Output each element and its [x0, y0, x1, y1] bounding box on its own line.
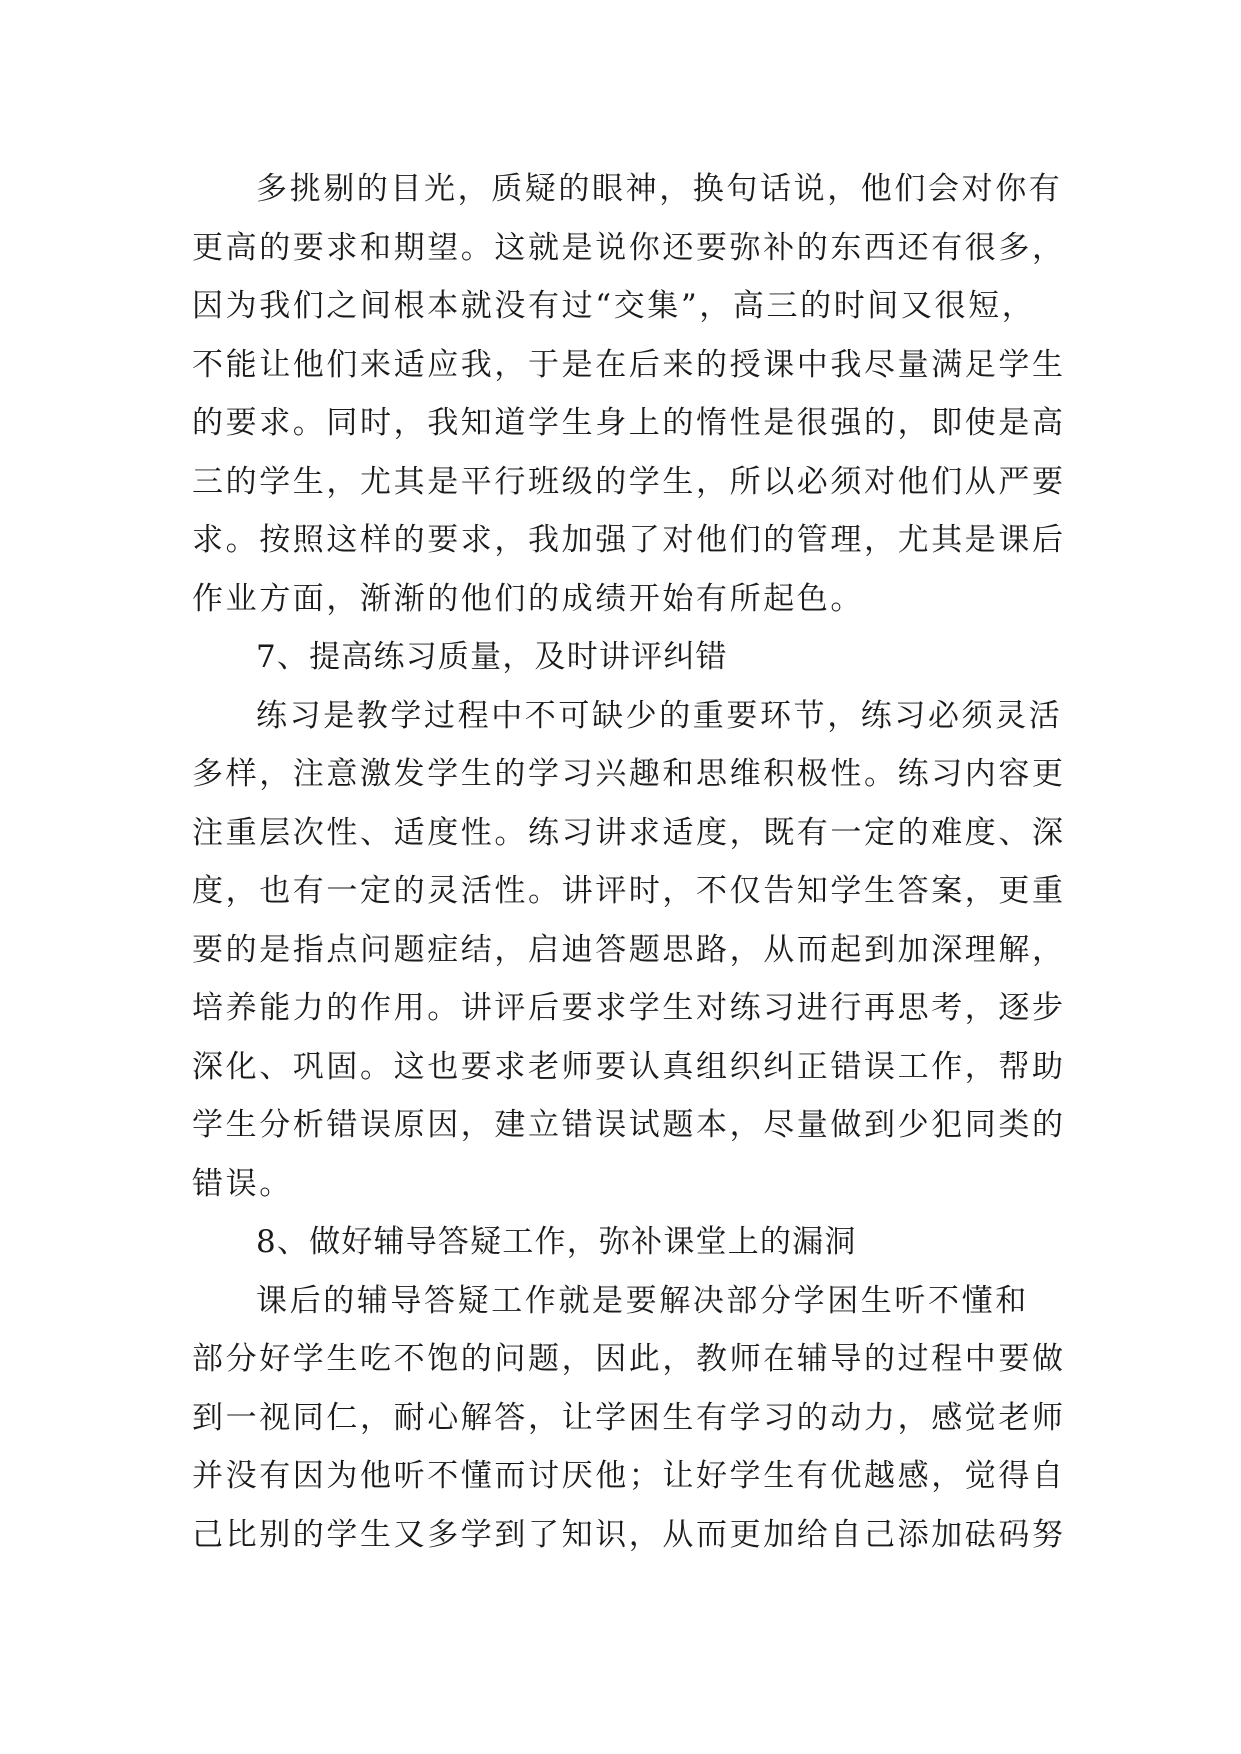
section-heading-8: 8、做好辅导答疑工作，弥补课堂上的漏洞	[256, 1224, 857, 1260]
text-line-10: 练习是教学过程中不可缺少的重要环节，练习必须灵活	[256, 697, 1063, 734]
body-text	[192, 160, 1072, 1564]
text-line-18: 错误。	[192, 1165, 293, 1202]
text-line-22: 到一视同仁，耐心解答，让学困生有学习的动力，感觉老师	[192, 1399, 1066, 1436]
text-line-15: 培养能力的作用。讲评后要求学生对练习进行再思考，逐步	[192, 990, 1066, 1026]
text-line-8: 作业方面，渐渐的他们的成绩开始有所起色。	[192, 580, 864, 617]
text-line-2: 更高的要求和期望。这就是说你还要弥补的东西还有很多，	[192, 229, 1066, 266]
text-line-3: 因为我们之间根本就没有过“交集”，高三的时间又很短，	[192, 288, 1036, 324]
text-line-20: 课后的辅导答疑工作就是要解决部分学困生听不懂和	[256, 1282, 1029, 1319]
text-line-1: 多挑剔的目光，质疑的眼神，换句话说，他们会对你有	[256, 171, 1063, 207]
text-line-23: 并没有因为他听不懂而讨厌他；让好学生有优越感，觉得自	[192, 1458, 1066, 1494]
text-line-7: 求。按照这样的要求，我加强了对他们的管理，尤其是课后	[192, 522, 1066, 558]
text-line-11: 多样，注意激发学生的学习兴趣和思维积极性。练习内容更	[192, 756, 1066, 792]
section-heading-7: 7、提高练习质量，及时讲评纠错	[256, 639, 728, 675]
text-line-12: 注重层次性、适度性。练习讲求适度，既有一定的难度、深	[192, 814, 1066, 851]
text-line-21: 部分好学生吃不饱的问题，因此，教师在辅导的过程中要做	[192, 1341, 1066, 1377]
text-line-13: 度，也有一定的灵活性。讲评时，不仅告知学生答案，更重	[192, 873, 1066, 909]
text-line-16: 深化、巩固。这也要求老师要认真组织纠正错误工作，帮助	[192, 1048, 1066, 1085]
text-line-24: 己比别的学生又多学到了知识，从而更加给自己添加砝码努	[192, 1516, 1066, 1553]
text-line-14: 要的是指点问题症结，启迪答题思路，从而起到加深理解，	[192, 931, 1066, 968]
text-line-6: 三的学生，尤其是平行班级的学生，所以必须对他们从严要	[192, 463, 1066, 500]
text-line-4: 不能让他们来适应我，于是在后来的授课中我尽量满足学生	[192, 346, 1066, 383]
text-line-17: 学生分析错误原因，建立错误试题本，尽量做到少犯同类的	[192, 1107, 1066, 1143]
text-line-5: 的要求。同时，我知道学生身上的惰性是很强的，即使是高	[192, 405, 1066, 441]
